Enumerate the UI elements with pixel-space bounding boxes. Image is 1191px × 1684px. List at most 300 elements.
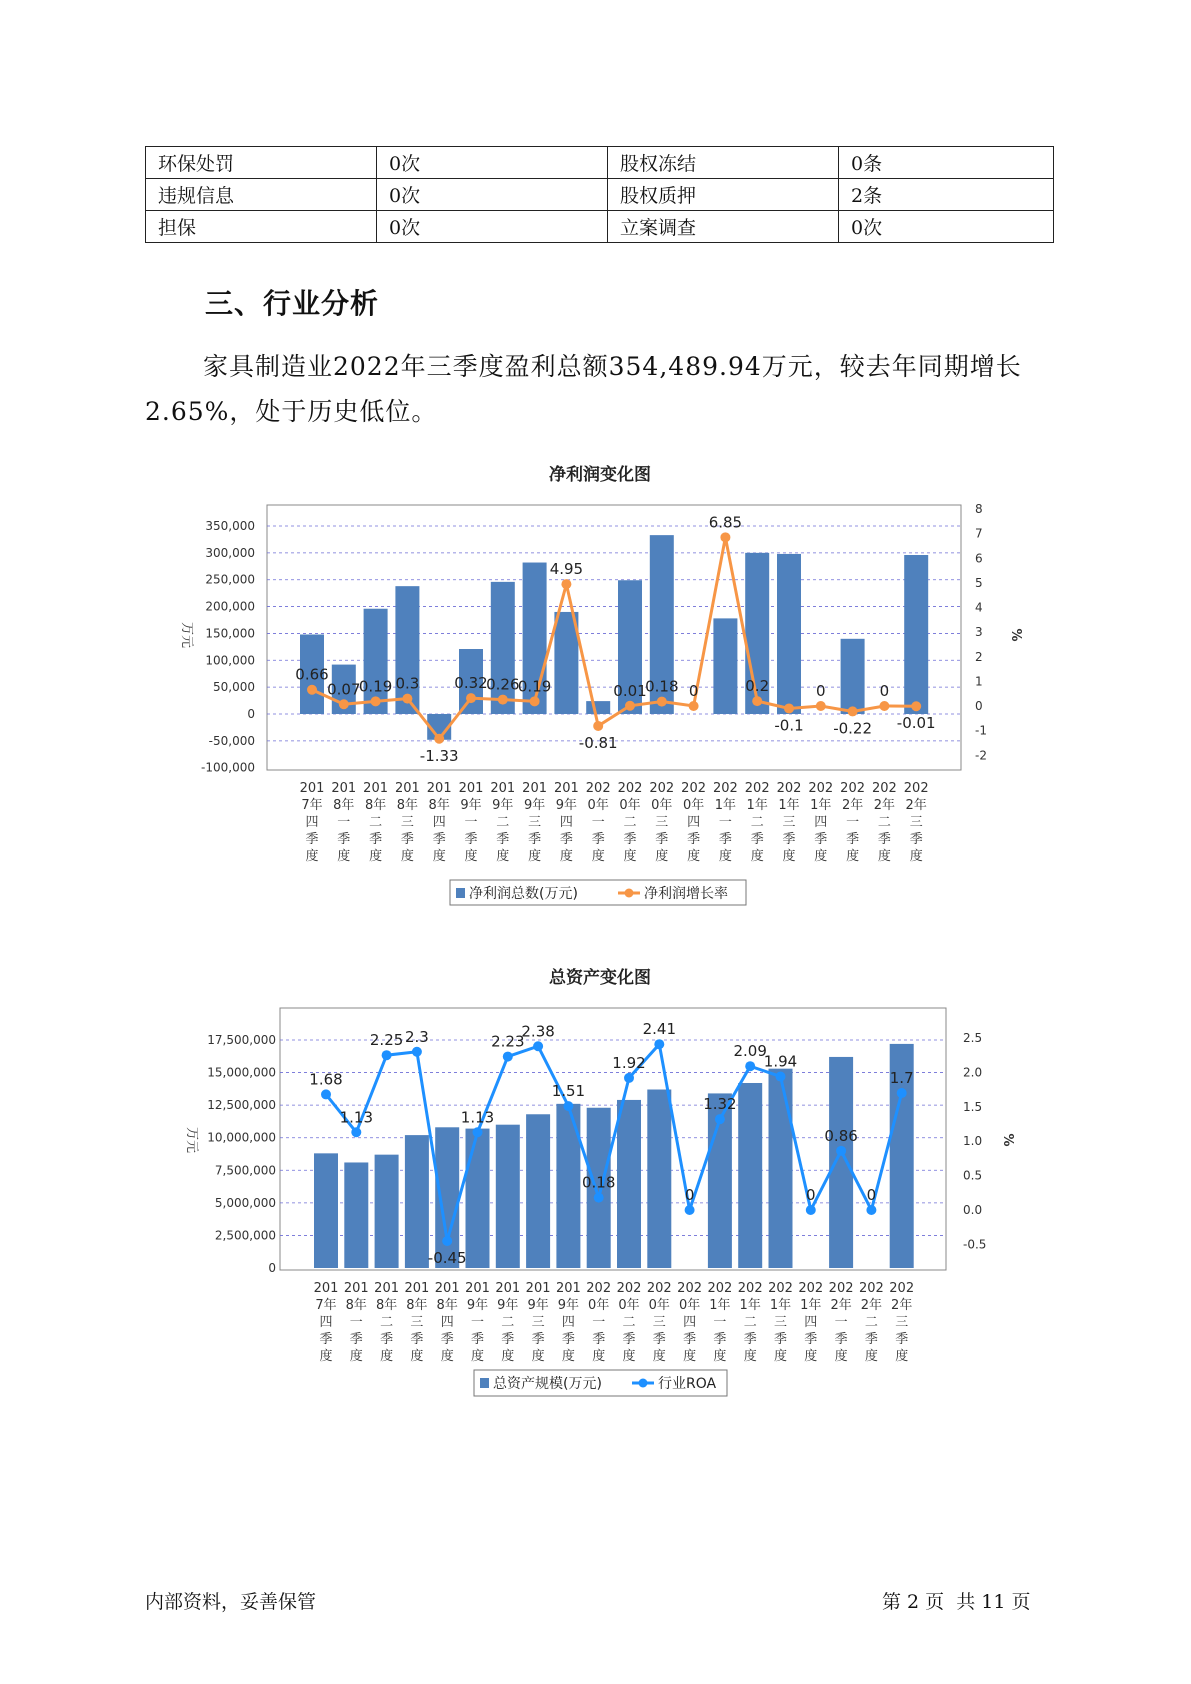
data-label: 1.51	[551, 1082, 586, 1101]
data-label: 2.41	[642, 1020, 677, 1039]
x-tick-label: 度	[559, 849, 573, 864]
series-point	[563, 1101, 573, 1111]
risk-item-label: 违规信息	[146, 179, 377, 211]
data-label: 0.66	[295, 665, 329, 684]
x-tick-label: 201	[313, 1281, 339, 1296]
x-tick-label: 202	[768, 1281, 793, 1296]
x-tick-label: 度	[655, 849, 669, 864]
bar	[713, 618, 737, 714]
data-label: 0	[688, 682, 699, 700]
y2-tick-label: 0	[975, 699, 983, 713]
x-tick-label: 1年	[769, 1298, 792, 1313]
x-tick-label: 度	[369, 849, 383, 864]
x-tick-label: 一	[470, 1315, 485, 1330]
y-tick-label: -50,000	[208, 733, 255, 748]
x-tick-label: 202	[889, 1281, 915, 1296]
series-point	[625, 701, 635, 711]
y2-tick-label: -2	[975, 748, 987, 763]
data-label: 0.86	[824, 1126, 858, 1145]
x-tick-label: 季	[655, 832, 669, 847]
x-tick-label: 季	[652, 1332, 666, 1347]
data-label: 6.85	[708, 513, 743, 532]
x-tick-label: 201	[553, 781, 579, 796]
x-tick-label: 季	[743, 1332, 757, 1347]
x-tick-label: 201	[490, 781, 516, 796]
series-point	[307, 685, 317, 695]
x-tick-label: 9年	[492, 798, 514, 813]
x-tick-label: 202	[617, 781, 643, 796]
x-tick-label: 二	[877, 815, 891, 830]
data-label: -0.01	[896, 714, 936, 733]
x-tick-label: 201	[343, 1281, 369, 1296]
series-point	[836, 1146, 846, 1156]
x-tick-label: 201	[394, 781, 420, 796]
x-tick-label: 度	[531, 1349, 545, 1364]
x-tick-label: 三	[652, 1315, 666, 1330]
x-tick-label: 度	[561, 1349, 575, 1364]
x-tick-label: 8年	[436, 1298, 458, 1313]
x-tick-label: 2年	[841, 798, 864, 813]
y-tick-label: 200,000	[205, 599, 255, 614]
bar	[738, 1083, 762, 1268]
x-tick-label: 一	[464, 815, 478, 830]
x-tick-label: 201	[555, 1281, 581, 1296]
x-tick-label: 202	[776, 781, 802, 796]
x-tick-label: 1年	[739, 1298, 761, 1313]
data-label: 0.18	[581, 1173, 616, 1192]
data-label: 1.92	[612, 1053, 646, 1072]
x-tick-label: 季	[559, 832, 573, 847]
x-tick-label: 度	[909, 849, 923, 864]
x-tick-label: 一	[592, 1315, 606, 1330]
series-point	[911, 701, 921, 711]
y2-tick-label: 2	[975, 649, 983, 664]
x-tick-label: 季	[834, 1332, 848, 1347]
x-tick-label: 8年	[345, 1298, 367, 1313]
data-label: 2.09	[733, 1042, 767, 1061]
data-label: 2.25	[369, 1031, 404, 1050]
x-tick-label: 9年	[555, 798, 578, 813]
x-tick-label: 度	[718, 849, 732, 864]
data-label: 0	[684, 1186, 695, 1204]
series-point	[382, 1050, 392, 1060]
x-tick-label: 三	[410, 1315, 424, 1330]
data-label: 2.38	[521, 1022, 555, 1041]
x-tick-label: 度	[496, 849, 510, 864]
x-tick-label: 202	[737, 1281, 763, 1296]
x-tick-label: 一	[718, 815, 732, 830]
x-tick-label: 季	[814, 832, 828, 847]
risk-item-value: 0次	[377, 147, 608, 179]
y2-tick-label: -0.5	[963, 1237, 987, 1252]
series-point	[897, 1088, 907, 1098]
series-point	[689, 701, 699, 711]
bar	[777, 554, 801, 714]
x-tick-label: 0年	[588, 1298, 610, 1313]
bar	[904, 555, 928, 714]
x-tick-label: 季	[531, 1332, 545, 1347]
x-tick-label: 1年	[709, 1298, 731, 1313]
x-tick-label: 201	[331, 781, 357, 796]
y-tick-label: 7,500,000	[214, 1163, 276, 1178]
x-tick-label: 202	[903, 781, 929, 796]
x-tick-label: 0年	[619, 798, 641, 813]
y-tick-label: 5,000,000	[214, 1195, 276, 1210]
series-point	[498, 695, 508, 705]
series-point	[530, 696, 540, 706]
x-tick-label: 201	[495, 1281, 521, 1296]
x-tick-label: 8年	[428, 798, 450, 813]
x-tick-label: 季	[496, 832, 510, 847]
x-tick-label: 季	[470, 1332, 485, 1347]
x-tick-label: 二	[496, 815, 510, 830]
data-label: 0.19	[517, 677, 552, 696]
data-label: 0.18	[645, 677, 679, 696]
series-point	[784, 703, 794, 713]
x-tick-label: 202	[677, 1281, 703, 1296]
legend-label: 净利润总数(万元)	[469, 886, 578, 902]
x-tick-label: 度	[895, 1349, 909, 1364]
y2-tick-label: 3	[975, 625, 983, 640]
footer-confidential: 内部资料，妥善保管	[145, 1591, 317, 1613]
y2-tick-label: 0.0	[963, 1203, 983, 1217]
series-point	[624, 1073, 634, 1083]
x-tick-label: 9年	[466, 1298, 489, 1313]
x-tick-label: 季	[349, 1332, 363, 1347]
bar	[466, 1129, 490, 1268]
x-tick-label: 9年	[523, 798, 546, 813]
bar	[647, 1090, 671, 1268]
x-tick-label: 度	[652, 1349, 666, 1364]
summary-paragraph: 家具制造业2022年三季度盈利总额354,489.94万元，较去年同期增长2.65%，处于历史低位。	[145, 352, 1022, 426]
x-tick-label: 度	[501, 1349, 515, 1364]
data-label: 1.32	[703, 1095, 737, 1114]
x-tick-label: 三	[400, 815, 414, 830]
data-label: -0.1	[774, 716, 804, 735]
bar	[491, 582, 515, 714]
x-tick-label: 9年	[557, 1298, 580, 1313]
legend-label: 总资产规模(万元)	[493, 1376, 602, 1392]
x-tick-label: 202	[871, 781, 897, 796]
y-tick-label: 10,000,000	[207, 1130, 276, 1145]
x-tick-label: 季	[369, 832, 383, 847]
x-tick-label: 四	[561, 1315, 575, 1330]
series-point	[561, 579, 571, 589]
data-label: 1.13	[339, 1108, 374, 1127]
x-tick-label: 201	[525, 1281, 551, 1296]
x-tick-label: 二	[750, 815, 764, 830]
x-tick-label: 度	[432, 849, 446, 864]
x-tick-label: 季	[895, 1332, 909, 1347]
x-tick-label: 1年	[778, 798, 800, 813]
x-tick-label: 度	[349, 1349, 363, 1364]
x-tick-label: 度	[440, 1349, 454, 1364]
y2-tick-label: 6	[975, 551, 983, 566]
legend-swatch-point	[639, 1379, 648, 1388]
series-point	[715, 1114, 725, 1124]
y-tick-label: 250,000	[205, 572, 255, 587]
y-tick-label: 300,000	[205, 545, 255, 560]
x-tick-label: 四	[432, 815, 446, 830]
x-tick-label: 季	[464, 832, 478, 847]
section-title: 三、行业分析	[205, 287, 380, 320]
x-tick-label: 0年	[678, 1298, 701, 1313]
bar	[375, 1155, 399, 1268]
series-point	[442, 1236, 452, 1246]
series-point	[503, 1052, 513, 1062]
legend-label: 净利润增长率	[644, 886, 728, 902]
x-tick-label: 9年	[460, 798, 482, 813]
x-tick-label: 202	[646, 1281, 672, 1296]
x-tick-label: 季	[591, 832, 605, 847]
x-tick-label: 三	[528, 815, 542, 830]
x-tick-label: 度	[622, 1349, 636, 1364]
x-tick-label: 202	[649, 781, 675, 796]
risk-item-label: 股权冻结	[608, 147, 839, 179]
x-tick-label: 8年	[375, 1298, 398, 1313]
x-tick-label: 度	[592, 1349, 606, 1364]
x-tick-label: 度	[337, 849, 351, 864]
x-tick-label: 202	[586, 1281, 612, 1296]
x-tick-label: 四	[440, 1315, 454, 1330]
y-tick-label: 2,500,000	[214, 1228, 276, 1243]
x-tick-label: 季	[305, 832, 319, 847]
x-tick-label: 三	[782, 815, 796, 830]
x-tick-label: 度	[814, 849, 828, 864]
x-tick-label: 三	[655, 815, 669, 830]
x-tick-label: 二	[369, 815, 383, 830]
x-tick-label: 季	[782, 832, 796, 847]
x-tick-label: 一	[591, 815, 605, 830]
series-point	[434, 734, 444, 744]
series-point	[339, 699, 349, 709]
x-tick-label: 度	[782, 849, 796, 864]
x-tick-label: 度	[750, 849, 764, 864]
x-tick-label: 一	[846, 815, 860, 830]
x-tick-label: 季	[337, 832, 351, 847]
series-point	[752, 696, 762, 706]
x-tick-label: 季	[432, 832, 446, 847]
x-tick-label: 202	[681, 781, 707, 796]
x-tick-label: 度	[846, 849, 860, 864]
x-tick-label: 201	[465, 1281, 490, 1296]
data-label: 0.2	[745, 677, 770, 696]
x-tick-label: 三	[531, 1315, 545, 1330]
chart-title: 净利润变化图	[549, 465, 651, 485]
series-point	[473, 1127, 483, 1137]
x-tick-label: 季	[718, 832, 732, 847]
x-tick-label: 季	[440, 1332, 454, 1347]
x-tick-label: 2年	[873, 798, 896, 813]
x-tick-label: 四	[804, 1315, 818, 1330]
data-label: 1.7	[889, 1069, 914, 1088]
x-tick-label: 季	[804, 1332, 818, 1347]
x-tick-label: 季	[773, 1332, 788, 1347]
data-label: 0	[806, 1186, 816, 1204]
x-tick-label: 季	[846, 832, 860, 847]
x-tick-label: 度	[591, 849, 605, 864]
y2-tick-label: 4	[975, 600, 983, 615]
x-tick-label: 202	[616, 1281, 642, 1296]
y-tick-label: -100,000	[201, 760, 255, 775]
y-tick-label: 350,000	[205, 519, 255, 533]
x-tick-label: 2年	[905, 798, 927, 813]
series-point	[594, 1193, 604, 1203]
y2-tick-label: 1.0	[963, 1134, 983, 1149]
y-axis-label: 万元	[184, 1126, 199, 1154]
x-tick-label: 季	[380, 1332, 394, 1347]
y-tick-label: 100,000	[205, 653, 255, 668]
x-tick-label: 8年	[406, 1298, 428, 1313]
series-point	[654, 1039, 664, 1049]
x-tick-label: 度	[687, 849, 701, 864]
x-tick-label: 2年	[860, 1298, 883, 1313]
bar	[617, 1100, 641, 1268]
bar	[314, 1153, 338, 1268]
x-tick-label: 度	[464, 849, 478, 864]
risk-item-value: 0次	[839, 211, 1054, 243]
x-tick-label: 202	[712, 781, 738, 796]
legend-swatch-point	[625, 889, 634, 898]
x-tick-label: 季	[623, 832, 637, 847]
x-tick-label: 季	[622, 1332, 636, 1347]
x-tick-label: 202	[828, 1281, 854, 1296]
footer-page-number: 第 2 页 共 11 页	[882, 1591, 1031, 1613]
x-tick-label: 度	[410, 1349, 424, 1364]
x-tick-label: 202	[707, 1281, 733, 1296]
series-point	[321, 1089, 331, 1099]
y2-tick-label: 1	[975, 674, 983, 689]
y-tick-label: 0	[247, 707, 255, 721]
series-point	[412, 1047, 422, 1057]
x-tick-label: 度	[623, 849, 637, 864]
x-tick-label: 季	[528, 832, 542, 847]
x-tick-label: 0年	[618, 1298, 640, 1313]
x-tick-label: 三	[909, 815, 923, 830]
risk-item-value: 0次	[377, 179, 608, 211]
x-tick-label: 二	[623, 815, 637, 830]
risk-item-label: 担保	[146, 211, 377, 243]
y2-axis-label: %	[1000, 1133, 1015, 1147]
data-label: 0.3	[395, 674, 420, 693]
x-tick-label: 四	[687, 815, 701, 830]
x-tick-label: 度	[683, 1349, 697, 1364]
x-tick-label: 季	[501, 1332, 515, 1347]
x-tick-label: 二	[501, 1315, 515, 1330]
x-tick-label: 2年	[830, 1298, 852, 1313]
risk-item-value: 0条	[839, 147, 1054, 179]
data-label: 0.19	[358, 677, 393, 696]
x-tick-label: 201	[458, 781, 484, 796]
x-tick-label: 202	[744, 781, 770, 796]
y-tick-label: 15,000,000	[207, 1065, 276, 1080]
x-tick-label: 季	[410, 1332, 424, 1347]
bar	[586, 701, 610, 714]
x-tick-label: 一	[337, 815, 351, 830]
series-point	[685, 1205, 695, 1215]
x-tick-label: 度	[380, 1349, 394, 1364]
x-tick-label: 度	[319, 1349, 333, 1364]
series-point	[351, 1127, 361, 1137]
series-point	[402, 694, 412, 704]
x-tick-label: 202	[798, 1281, 824, 1296]
x-tick-label: 三	[773, 1315, 788, 1330]
data-label: -0.81	[578, 733, 618, 752]
x-tick-label: 度	[804, 1349, 818, 1364]
series-point	[745, 1061, 755, 1071]
x-tick-label: 度	[773, 1349, 788, 1364]
y-tick-label: 50,000	[213, 680, 255, 695]
series-point	[466, 693, 476, 703]
x-tick-label: 201	[426, 781, 452, 796]
x-tick-label: 四	[814, 815, 828, 830]
x-tick-label: 季	[592, 1332, 606, 1347]
series-point	[593, 721, 603, 731]
x-tick-label: 度	[470, 1349, 485, 1364]
x-tick-label: 季	[319, 1332, 333, 1347]
x-tick-label: 2年	[891, 1298, 913, 1313]
x-tick-label: 0年	[587, 798, 609, 813]
x-tick-label: 202	[858, 1281, 884, 1296]
x-tick-label: 季	[683, 1332, 697, 1347]
risk-item-value: 2条	[839, 179, 1054, 211]
x-tick-label: 季	[561, 1332, 575, 1347]
x-tick-label: 201	[522, 781, 548, 796]
x-tick-label: 季	[864, 1332, 878, 1347]
x-tick-label: 四	[559, 815, 573, 830]
x-tick-label: 202	[840, 781, 866, 796]
x-tick-label: 季	[687, 832, 701, 847]
x-tick-label: 度	[864, 1349, 878, 1364]
x-tick-label: 四	[683, 1315, 697, 1330]
x-tick-label: 季	[909, 832, 923, 847]
series-point	[806, 1205, 816, 1215]
y-tick-label: 17,500,000	[207, 1033, 276, 1047]
bar	[829, 1057, 853, 1268]
x-tick-label: 度	[713, 1349, 727, 1364]
x-tick-label: 9年	[527, 1298, 549, 1313]
data-label: 0.26	[486, 675, 520, 694]
legend-swatch-bar	[480, 1378, 489, 1388]
x-tick-label: 一	[349, 1315, 363, 1330]
x-tick-label: 四	[305, 815, 319, 830]
y2-tick-label: 2.0	[963, 1065, 983, 1080]
data-label: 0	[866, 1186, 877, 1204]
data-label: 2.23	[491, 1032, 525, 1051]
series-point	[776, 1072, 786, 1082]
x-tick-label: 1年	[800, 1298, 822, 1313]
series-point	[848, 706, 858, 716]
data-label: -0.22	[833, 719, 873, 738]
data-label: 1.94	[763, 1052, 798, 1071]
x-tick-label: 8年	[364, 798, 387, 813]
x-tick-label: 季	[400, 832, 414, 847]
x-tick-label: 0年	[682, 798, 705, 813]
x-tick-label: 7年	[315, 1298, 337, 1313]
series-point	[866, 1205, 876, 1215]
y-axis-label: 万元	[179, 621, 194, 649]
x-tick-label: 201	[299, 781, 325, 796]
x-tick-label: 7年	[301, 798, 323, 813]
y2-tick-label: 0.5	[963, 1168, 983, 1183]
x-tick-label: 度	[528, 849, 542, 864]
data-label: 0	[816, 682, 826, 700]
data-label: 1.68	[309, 1070, 343, 1089]
x-tick-label: 季	[750, 832, 764, 847]
x-tick-label: 二	[743, 1315, 757, 1330]
data-label: -0.45	[427, 1248, 467, 1267]
x-tick-label: 201	[374, 1281, 400, 1296]
